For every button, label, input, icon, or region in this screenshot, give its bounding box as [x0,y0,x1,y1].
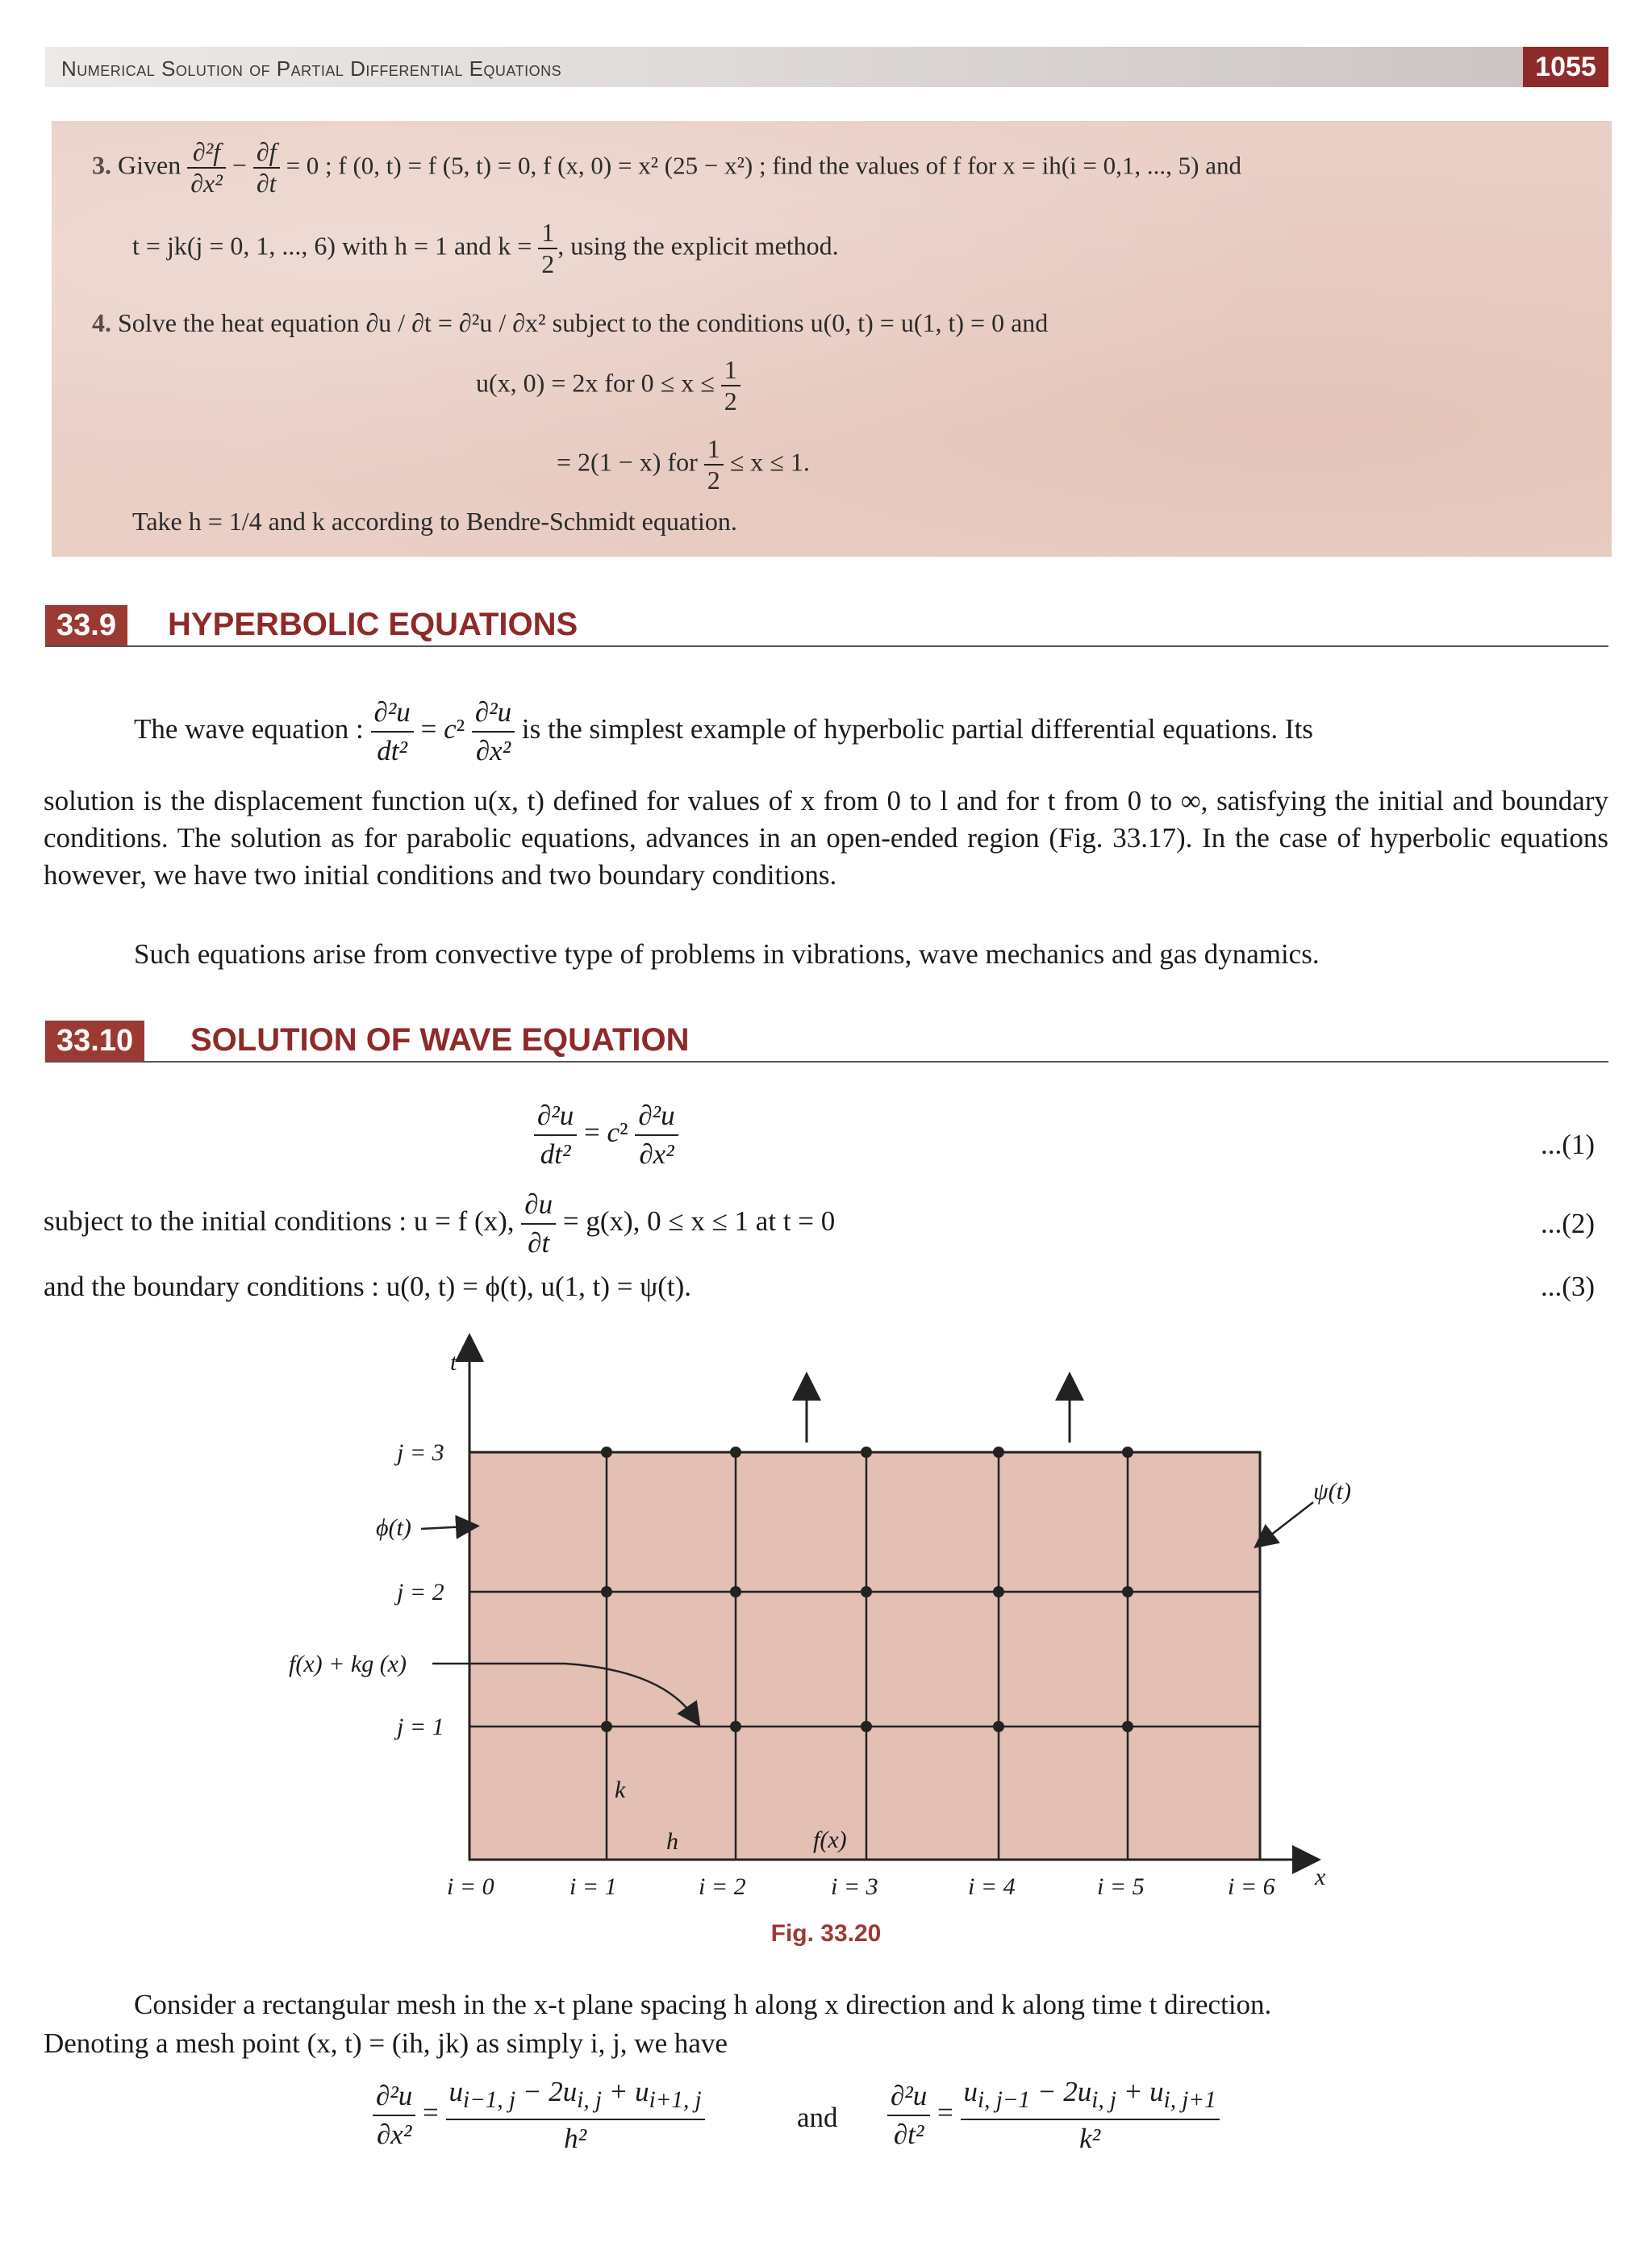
mesh-point [1122,1586,1133,1597]
finite-difference-t: $\frac{\text{∂²u}}{\text{∂t²}}$ = $\frac{u_{i, j-1} - 2u_{i, j} + u_{i, j+1}}{\text{k²}}$ [887,2073,1220,2157]
j3-label: j = 3 [397,1439,444,1466]
mesh-point [601,1586,612,1597]
mesh-figure [0,1323,1652,1920]
j1-label: j = 1 [397,1714,444,1740]
exercise-3-line-2 [132,218,839,279]
exercise-3-number: 3. [92,150,111,180]
mesh-point [730,1721,741,1732]
exercise-3-d2f-dx2: $\frac{\text{∂²f}}{\text{∂x²}}$ [187,137,226,198]
mesh-point [730,1447,741,1458]
mesh-point [993,1721,1004,1732]
intro-d2u-dx2: $\frac{\text{∂²u}}{\text{∂x²}}$ [472,694,515,770]
exercise-4-half-2: $\frac{1}{2}$ [704,434,724,495]
intro-lead: The wave equation : [134,713,364,745]
equation-2-tag: ...(2) [1541,1208,1596,1239]
mesh-point [993,1447,1004,1458]
fx-label: f(x) [813,1827,847,1853]
exercise-3-step-text: t = jk(j = 0, 1, ..., 6) with h = 1 and k = [132,231,532,261]
phi-label: ϕ(t) [376,1514,411,1541]
section-339-paragraph-2: Such equations arise from convective type of problems in vibrations, wave mechanics and gas dynamics. [134,938,1320,970]
exercise-4-condition-2 [557,434,810,495]
i2-label: i = 2 [699,1873,746,1900]
section-339-paragraph-1: solution is the displacement function u(x, t) defined for values of x from 0 to l and for t from 0 to ∞, satisfying the initial and boundary conditions. The solution as for parabolic equations, advances in an open-ended region (Fig. 33.17). In the case of hyperbolic equations however, we have two initial conditions and two boundary conditions. [44,785,1608,891]
exercise-4-half-1: $\frac{1}{2}$ [721,355,740,416]
equation-1-tag: ...(1) [1541,1129,1596,1160]
j2-label: j = 2 [397,1579,444,1606]
mesh-paragraph-line-2: Denoting a mesh point (x, t) = (ih, jk) as simply i, j, we have [44,2027,728,2059]
page-number: 1055 [1523,47,1608,87]
exercise-4-cond1-text: u(x, 0) = 2x for 0 ≤ x ≤ [476,368,715,398]
running-header [45,47,1608,87]
mesh-point [601,1721,612,1732]
i5-label: i = 5 [1097,1873,1145,1900]
exercise-3-method: , using the explicit method. [557,231,839,261]
equation-2-du-dt: $\frac{\partial u}{\partial t}$ [521,1186,556,1262]
mesh-point [861,1586,872,1597]
i0-label: i = 0 [447,1873,494,1900]
initial-condition-label: f(x) + kg (x) [289,1651,407,1677]
mesh-point [993,1586,1004,1597]
exercise-4-text: Solve the heat equation ∂u / ∂t = ∂²u / ∂x² subject to the conditions u(0, t) = u(1, t) = 0 and [118,308,1049,337]
exercise-4-cond2-range: ≤ x ≤ 1. [729,447,810,477]
intro-d2u-dt2: $\frac{\text{∂²u}}{\text{dt²}}$ [371,694,414,770]
section-3310-number: 33.10 [45,1021,144,1061]
mesh-point [730,1586,741,1597]
exercise-3-conditions: = 0 ; f (0, t) = f (5, t) = 0, f (x, 0) = x² (25 − x²) ; find the values of f for x = ih(i = 0,1, ..., 5) and [286,151,1241,180]
equation-3-tag: ...(3) [1541,1271,1596,1302]
exercise-3-line-1: 3. Given $\frac{\text{∂²f}}{\text{∂x²}}$ − $\frac{\partial f}{\partial t}$ = 0 ; f (0, t) = f (5, t) = 0, f (x, 0) = x² (25 − x²) ; find the values of f for x = ih(i = 0,1, ..., 5) and [92,137,1241,198]
i6-label: i = 6 [1228,1873,1275,1900]
mesh-paragraph-line-1: Consider a rectangular mesh in the x-t plane spacing h along x direction and k along time t direction. [134,1989,1272,2020]
mesh-point [1122,1721,1133,1732]
i1-label: i = 1 [569,1873,617,1900]
t-axis-label: t [450,1349,457,1376]
x-axis-label: x [1315,1864,1326,1890]
figure-caption: Fig. 33.20 [770,1920,882,1947]
running-title: Numerical Solution of Partial Differential Equations [61,56,562,81]
h-label: h [666,1828,678,1855]
equation-3: and the boundary conditions : u(0, t) = ϕ(t), u(1, t) = ψ(t). [44,1271,691,1302]
equation-2-tail: = g(x), 0 ≤ x ≤ 1 at t = 0 [562,1205,836,1238]
exercise-4-cond2-text: = 2(1 − x) for [557,447,698,477]
exercise-4-condition-1 [476,355,740,416]
psi-pointer [1263,1502,1313,1541]
section-3310-title: SOLUTION OF WAVE EQUATION [190,1022,690,1058]
exercise-box [52,121,1612,557]
finite-difference-x: $\frac{\text{∂²u}}{\text{∂x²}}$ = $\frac{u_{i-1, j} - 2u_{i, j} + u_{i+1, j}}{\text{h²}}$ [373,2073,705,2157]
wave-equation-intro: The wave equation : $\frac{\text{∂²u}}{\text{dt²}}$ = c² $\frac{\text{∂²u}}{\text{∂x²}}$ is the simplest example of hyperbolic partial differential equations. Its [134,694,1313,770]
section-339-number: 33.9 [45,605,127,645]
i4-label: i = 4 [968,1873,1016,1900]
i3-label: i = 3 [831,1873,878,1900]
psi-label: ψ(t) [1313,1478,1351,1505]
exercise-3-k-half: $\frac{1}{2}$ [538,218,557,279]
exercise-3-df-dt: $\frac{\partial f}{\partial t}$ [253,137,280,198]
exercise-4-take: Take h = 1/4 and k according to Bendre-Schmidt equation. [132,507,737,536]
mesh-shaded-region [469,1452,1260,1860]
intro-tail: is the simplest example of hyperbolic partial differential equations. Its [521,713,1313,745]
k-label: k [615,1777,626,1803]
equation-1: $\frac{\text{∂²u}}{\text{dt²}}$ = c² $\frac{\text{∂²u}}{\text{∂x²}}$ [534,1097,678,1173]
mesh-point [1122,1447,1133,1458]
section-3310-rule [45,1061,1608,1063]
mesh-point [601,1447,612,1458]
phi-pointer [421,1526,468,1529]
exercise-3-given: Given [118,150,181,180]
exercise-4-number: 4. [92,308,111,337]
and-word: and [797,2102,838,2133]
section-339-rule [45,645,1608,647]
mesh-point [861,1447,872,1458]
exercise-4-line-1 [92,308,1048,338]
equation-2-lead: subject to the initial conditions : u = f (x), [44,1205,515,1238]
equation-2 [44,1186,835,1262]
section-339-title: HYPERBOLIC EQUATIONS [168,607,578,642]
mesh-point [861,1721,872,1732]
